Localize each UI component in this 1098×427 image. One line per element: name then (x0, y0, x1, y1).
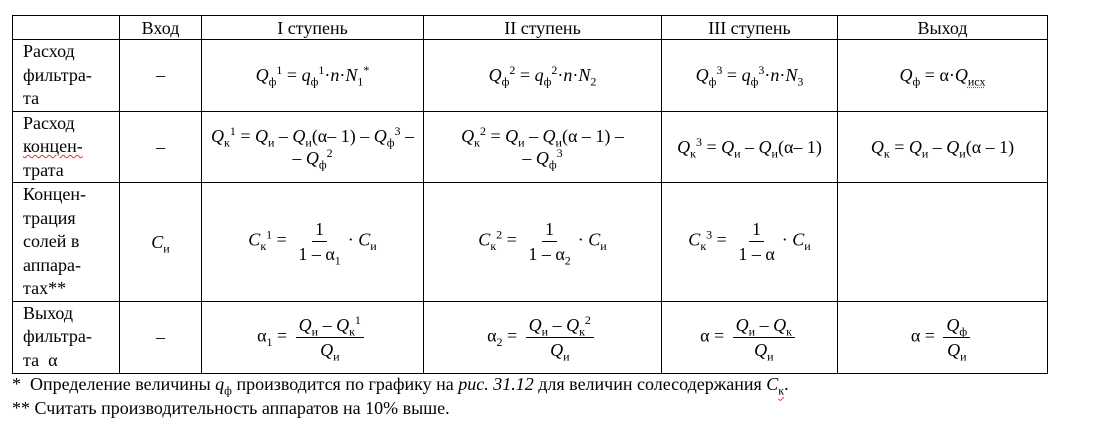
formula-qf3: $Q_ф^3 = q_ф^3\cdot n\cdot N_3$ (662, 40, 838, 112)
table-row-filtrate-flow (13, 40, 1048, 112)
process-table (12, 15, 1048, 374)
formula-qf-out: $Q_ф = \alpha\cdot Q_{исх}$ (838, 40, 1048, 112)
footnote-1-text: производится по графику на (231, 374, 459, 394)
formula-ck3: $C_к^3$ = $\frac{1}{1 - \alpha}$ · $C_и$ (662, 183, 838, 302)
footnotes (12, 372, 789, 420)
label-line: фильтра- (23, 64, 92, 85)
label-line: та (23, 88, 40, 108)
label-line: аппара- (23, 254, 81, 275)
figure-reference: рис. 31.12 (458, 374, 534, 394)
formula-alpha-out: α = $\frac{Q_ф}{Q_и}$ (838, 301, 1048, 373)
empty-cell (838, 183, 1048, 302)
label-line: концен- (23, 136, 83, 156)
label-line: солей в (23, 231, 80, 251)
header-cell-empty (13, 16, 120, 40)
label-line: трация (23, 207, 76, 228)
header-cell-stage3: III ступень (662, 16, 838, 40)
header-cell-stage2: II ступень (424, 16, 662, 40)
formula-ck1: $C_к^1$ = $\frac{1}{1 - \alpha_1}$ · $C_и$ (202, 183, 424, 302)
footnote-1-text: для величин солесодержания (533, 374, 767, 394)
label-line: Расход (23, 41, 75, 61)
header-row (13, 16, 1048, 40)
row-label-salt-concentration (13, 183, 120, 302)
formula-alpha2: $\alpha_2$ = $\frac{Q_и - Q_к^2}{Q_и}$ (424, 301, 662, 373)
label-line: Расход (23, 112, 75, 133)
label-line: та α (23, 349, 58, 370)
table-row-salt-concentration (13, 183, 1048, 302)
formula-qf1: $Q_ф^1 = q_ф^1\cdot n\cdot N_1^*$ (202, 40, 424, 112)
row-label-filtrate-yield (13, 301, 120, 373)
header-cell-output: Выход (838, 16, 1048, 40)
header-cell-stage1: I ступень (202, 16, 424, 40)
formula-qk2: $Q_к^2 = Q_и - Q_и(\alpha - 1)$ – – $Q_ф^3$ (424, 111, 662, 183)
label-line: фильтра- (23, 326, 92, 347)
formula-qk3: $Q_к^3 = Q_и - Q_и(\alpha-$ 1) (662, 111, 838, 183)
header-cell-input: Вход (120, 16, 202, 40)
row-label-filtrate-flow (13, 40, 120, 112)
formula-qf2: $Q_ф^2 = q_ф^2\cdot n\cdot N_2$ (424, 40, 662, 112)
formula-qk1: $Q_к^1 = Q_и - Q_и(\alpha-$ $1) - Q_ф^3$ – – $Q_ф^2$ (202, 111, 424, 183)
footnote-1: * Определение величины $q_ф$ производится по графику на рис. 31.12 для величин солесодержания $C_к$. (12, 374, 789, 398)
formula-qk-out: $Q_к = Q_и - Q_и(\alpha - 1)$ (838, 111, 1048, 183)
footnote-2: ** Считать производительность аппаратов на 10% выше. (12, 398, 450, 418)
formula-ck2: $C_к^2$ = $\frac{1}{1 - \alpha_2}$ · $C_и$ (424, 183, 662, 302)
input-ci-symbol: C (151, 231, 164, 252)
label-line: тах** (23, 278, 67, 298)
label-line: Концен- (23, 184, 86, 204)
input-cell: – (120, 301, 202, 373)
formula-alpha3: α = $\frac{Q_и - Q_к}{Q_и}$ (662, 301, 838, 373)
label-line: Выход (23, 302, 74, 323)
input-cell: – (120, 40, 202, 112)
input-cell: – (120, 111, 202, 183)
label-line: трата (23, 159, 64, 180)
input-cell-ci: $C_и$ (120, 183, 202, 302)
row-label-concentrate-flow (13, 111, 120, 183)
table-row-filtrate-yield (13, 301, 1048, 373)
table-row-concentrate-flow (13, 111, 1048, 183)
formula-alpha1: $\alpha_1$ = $\frac{Q_и - Q_к^1}{Q_и}$ (202, 301, 424, 373)
footnote-1-text: * Определение величины (12, 374, 216, 394)
